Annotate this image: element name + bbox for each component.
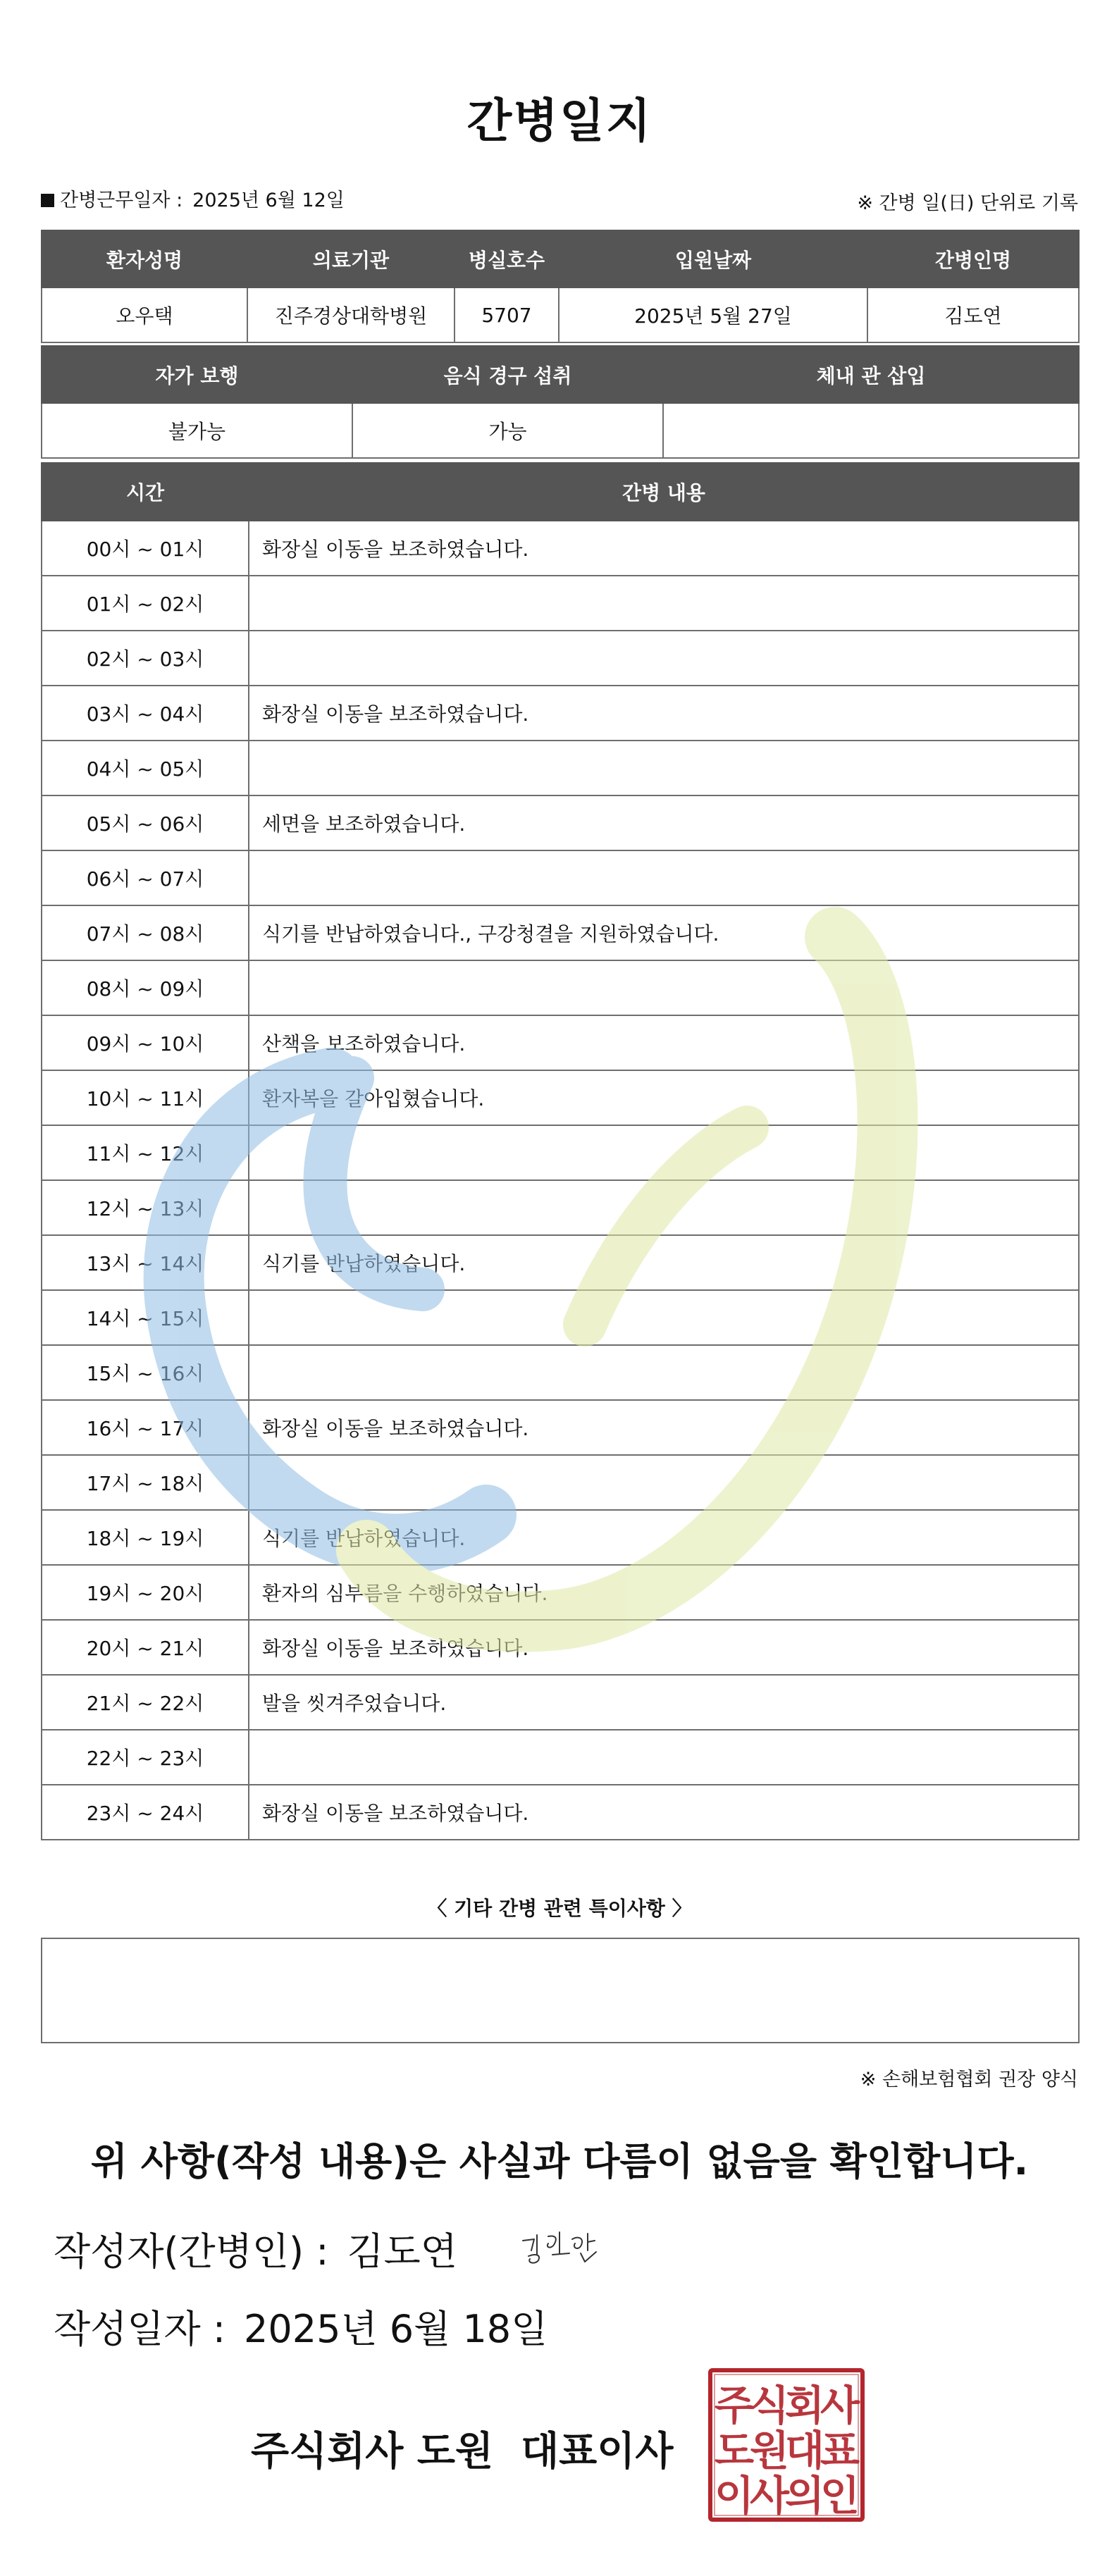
care-log-time: 12시 ~ 13시	[42, 1180, 249, 1235]
hospital-name: 진주경상대학병원	[247, 287, 455, 342]
care-log-note: 화장실 이동을 보조하였습니다.	[249, 1620, 1079, 1675]
header-caregiver-name: 간병인명	[867, 230, 1079, 287]
svg-text:표: 표	[820, 2427, 860, 2475]
care-log-row	[42, 1675, 1079, 1730]
care-log-row	[42, 850, 1079, 905]
handwritten-signature	[517, 2219, 609, 2276]
care-log-row	[42, 795, 1079, 850]
work-date-line	[41, 185, 345, 212]
care-log-row	[42, 521, 1079, 576]
bullet-square-icon	[41, 194, 54, 207]
care-log-time: 16시 ~ 17시	[42, 1400, 249, 1455]
written-date-label: 작성일자 :	[54, 2307, 226, 2351]
svg-text:원: 원	[749, 2427, 790, 2475]
svg-text:대: 대	[784, 2427, 825, 2475]
care-log-time: 20시 ~ 21시	[42, 1620, 249, 1675]
care-log-time: 04시 ~ 05시	[42, 741, 249, 795]
care-log-row	[42, 1620, 1079, 1675]
svg-text:사: 사	[820, 2382, 860, 2429]
writer-label: 작성자(간병인) :	[54, 2229, 329, 2274]
care-log-note: 환자의 심부름을 수행하였습니다.	[249, 1565, 1079, 1620]
svg-text:회: 회	[784, 2382, 825, 2429]
care-log-row	[42, 1565, 1079, 1620]
special-notes-box	[41, 1938, 1080, 2043]
tube-insertion-value	[663, 403, 1079, 458]
care-log-note	[249, 1180, 1079, 1235]
care-log-time: 00시 ~ 01시	[42, 521, 249, 576]
page-title: 간병일지	[466, 94, 653, 148]
writer-line	[54, 2222, 457, 2276]
care-log-row	[42, 1785, 1079, 1840]
svg-text:인: 인	[820, 2472, 860, 2520]
care-log-note: 화장실 이동을 보조하였습니다.	[249, 686, 1079, 741]
patient-name: 오우택	[42, 287, 247, 342]
header-room-number: 병실호수	[455, 230, 559, 287]
care-log-time: 23시 ~ 24시	[42, 1785, 249, 1840]
care-log-note: 화장실 이동을 보조하였습니다.	[249, 521, 1079, 576]
care-log-row	[42, 1400, 1079, 1455]
care-log-note	[249, 576, 1079, 631]
patient-status-header-row	[42, 346, 1079, 403]
care-log-time: 18시 ~ 19시	[42, 1510, 249, 1565]
patient-info-table	[41, 230, 1080, 343]
care-log-time: 17시 ~ 18시	[42, 1455, 249, 1510]
patient-info-value-row	[42, 287, 1079, 342]
company-representative: 주식회사 도원 대표이사	[251, 2429, 674, 2475]
svg-text:식: 식	[749, 2382, 790, 2429]
care-log-time: 13시 ~ 14시	[42, 1235, 249, 1290]
svg-text:이: 이	[714, 2472, 755, 2520]
header-self-walking: 자가 보행	[42, 346, 352, 403]
care-log-time: 05시 ~ 06시	[42, 795, 249, 850]
writer-name: 김도연	[347, 2229, 457, 2274]
care-log-row	[42, 576, 1079, 631]
care-log-note	[249, 741, 1079, 795]
patient-status-value-row	[42, 403, 1079, 458]
care-log-row	[42, 1125, 1079, 1180]
care-log-body	[42, 521, 1079, 1840]
care-log-note: 식기를 반납하였습니다.	[249, 1510, 1079, 1565]
patient-info-header-row	[42, 230, 1079, 287]
care-log-row	[42, 1070, 1079, 1125]
care-log-row	[42, 1510, 1079, 1565]
patient-status-table	[41, 345, 1080, 459]
care-log-row	[42, 1345, 1079, 1400]
care-log-time: 09시 ~ 10시	[42, 1015, 249, 1070]
care-log-row	[42, 686, 1079, 741]
header-oral-intake: 음식 경구 섭취	[352, 346, 663, 403]
care-log-note: 산책을 보조하였습니다.	[249, 1015, 1079, 1070]
care-log-time: 03시 ~ 04시	[42, 686, 249, 741]
company-seal-stamp	[706, 2366, 867, 2524]
special-notes-label: 〈 기타 간병 관련 특이사항 〉	[427, 1897, 692, 1920]
care-log-row	[42, 1015, 1079, 1070]
care-log-time: 08시 ~ 09시	[42, 960, 249, 1015]
care-log-row	[42, 1730, 1079, 1785]
care-log-note	[249, 960, 1079, 1015]
care-log-note	[249, 1290, 1079, 1345]
care-log-time: 02시 ~ 03시	[42, 631, 249, 686]
care-log-note	[249, 1730, 1079, 1785]
svg-text:주: 주	[714, 2382, 755, 2429]
work-date-value: 2025년 6월 12일	[192, 190, 345, 211]
care-log-time: 14시 ~ 15시	[42, 1290, 249, 1345]
care-log-note: 식기를 반납하였습니다.	[249, 1235, 1079, 1290]
header-tube-insertion: 체내 관 삽입	[663, 346, 1079, 403]
care-log-note	[249, 1455, 1079, 1510]
care-log-note: 세면을 보조하였습니다.	[249, 795, 1079, 850]
care-log-time: 19시 ~ 20시	[42, 1565, 249, 1620]
care-log-note: 화장실 이동을 보조하였습니다.	[249, 1785, 1079, 1840]
care-log-row	[42, 1455, 1079, 1510]
care-log-note: 발을 씻겨주었습니다.	[249, 1675, 1079, 1730]
care-log-note: 환자복을 갈아입혔습니다.	[249, 1070, 1079, 1125]
svg-text:도: 도	[714, 2427, 755, 2475]
header-time: 시간	[42, 463, 249, 521]
care-log-time: 06시 ~ 07시	[42, 850, 249, 905]
care-log-note	[249, 1125, 1079, 1180]
header-hospital: 의료기관	[247, 230, 455, 287]
oral-intake-value: 가능	[352, 403, 663, 458]
care-log-time: 01시 ~ 02시	[42, 576, 249, 631]
care-log-note	[249, 1345, 1079, 1400]
care-log-row	[42, 1180, 1079, 1235]
caregiver-name: 김도연	[867, 287, 1079, 342]
care-log-row	[42, 905, 1079, 960]
form-source-note: ※ 손해보험협회 권장 양식	[860, 2069, 1078, 2091]
care-log-header-row	[42, 463, 1079, 521]
header-care-content: 간병 내용	[249, 463, 1079, 521]
care-log-note: 식기를 반납하였습니다., 구강청결을 지원하였습니다.	[249, 905, 1079, 960]
care-log-row	[42, 631, 1079, 686]
care-log-time: 07시 ~ 08시	[42, 905, 249, 960]
svg-text:의: 의	[784, 2472, 825, 2520]
care-log-time: 22시 ~ 23시	[42, 1730, 249, 1785]
record-unit-note: ※ 간병 일(日) 단위로 기록	[857, 192, 1078, 214]
care-log-time: 10시 ~ 11시	[42, 1070, 249, 1125]
care-log-time: 21시 ~ 22시	[42, 1675, 249, 1730]
svg-text:사: 사	[749, 2472, 790, 2520]
care-log-row	[42, 1235, 1079, 1290]
header-admission-date: 입원날짜	[559, 230, 867, 287]
written-date-line	[54, 2299, 548, 2353]
care-log-note	[249, 850, 1079, 905]
confirmation-statement: 위 사항(작성 내용)은 사실과 다름이 없음을 확인합니다.	[90, 2139, 1029, 2184]
written-date-value: 2025년 6월 18일	[244, 2307, 548, 2351]
care-log-note: 화장실 이동을 보조하였습니다.	[249, 1400, 1079, 1455]
hourly-care-log-table	[41, 462, 1080, 1840]
self-walking-value: 불가능	[42, 403, 352, 458]
admission-date: 2025년 5월 27일	[559, 287, 867, 342]
care-log-note	[249, 631, 1079, 686]
work-date-label: 간병근무일자 :	[60, 190, 183, 211]
care-log-row	[42, 1290, 1079, 1345]
room-number: 5707	[455, 287, 559, 342]
care-log-row	[42, 741, 1079, 795]
care-log-row	[42, 960, 1079, 1015]
header-patient-name: 환자성명	[42, 230, 247, 287]
care-log-time: 11시 ~ 12시	[42, 1125, 249, 1180]
care-log-time: 15시 ~ 16시	[42, 1345, 249, 1400]
